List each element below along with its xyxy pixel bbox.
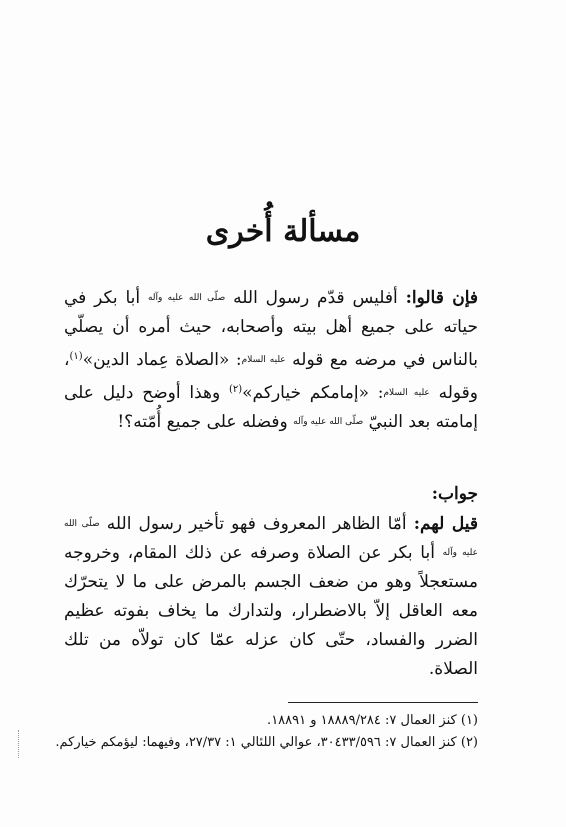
footnote-ref-2: (٢): [228, 384, 243, 395]
question-text-6: وهذا أوضح دليل على إمامته بعد النبيّ: [64, 383, 478, 432]
question-text-3: : «الصلاة عِماد الدين»: [82, 350, 242, 370]
question-text-4: ، وقوله: [64, 350, 478, 403]
answer-heading: جواب:: [431, 484, 478, 504]
honorific-mark: صلّى الله عليه وآله: [147, 293, 226, 303]
footnote-item: (٢) كنز العمال ٧: ٣٠٤٣٣/٥٩٦، عوالي اللئالي ١: ٢٧/٣٧، وفيهما: ليؤمكم خياركم.: [55, 735, 478, 750]
answer-paragraph: [64, 510, 478, 684]
footnotes-list: [38, 710, 478, 754]
footnote-item: (١) كنز العمال ٧: ١٨٨٨٩/٢٨٤ و ١٨٨٩١.: [267, 713, 478, 728]
page-title: مسألة أُخرى: [205, 214, 361, 249]
honorific-mark: صلّى الله عليه وآله: [293, 417, 364, 427]
footnote-ref-1: (١): [69, 351, 83, 362]
honorific-mark: صلّى الله عليه وآله: [64, 519, 478, 558]
honorific-mark: عليه السلام: [383, 388, 430, 398]
scan-artifact: [18, 730, 21, 758]
question-paragraph: [64, 284, 478, 437]
question-lead: فإن قالوا:: [405, 288, 479, 308]
answer-lead: قيل لهم:: [413, 514, 479, 534]
question-text-5: : «إمامكم خياركم»: [242, 383, 384, 403]
footnote-divider: [288, 702, 478, 703]
question-text-1: أفليس قدّم رسول الله: [225, 288, 406, 308]
answer-text-1: أمّا الظاهر المعروف فهو تأخير رسول الله: [99, 514, 414, 534]
question-text-2: أبا بكر في حياته على جميع أهل بيته وأصحابه، حيث أمره أن يصلّي بالناس في مرضه مع قوله: [64, 288, 479, 370]
question-text-7: وفضله على جميع أُمّته؟!: [117, 412, 294, 432]
honorific-mark: عليه السلام: [241, 355, 286, 365]
answer-text-2: أبا بكر عن الصلاة وصرفه عن ذلك المقام، وخروجه مستعجلاً وهو من ضعف الجسم بالمرض على ما لا يتحرّك معه العاقل إلاّ بالاضطرار، ولتدارك ما يخاف بفوته عظيم الضرر والفساد، حتّى كان عزله عمّا كان تولاّه من تلك الصلاة.: [64, 543, 478, 679]
